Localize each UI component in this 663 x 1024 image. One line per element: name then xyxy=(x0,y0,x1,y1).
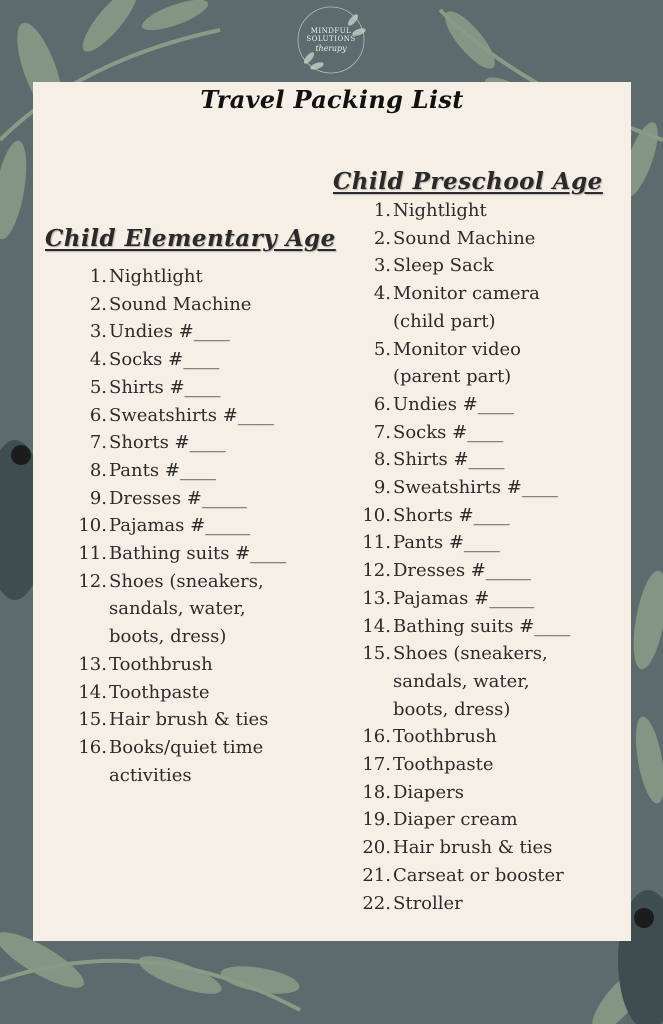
list-item-number xyxy=(71,762,107,790)
list-item-label: Pants #____ xyxy=(109,459,216,481)
list-item-label: Shoes (sneakers, xyxy=(393,643,548,665)
list-item-label: Sound Machine xyxy=(109,293,252,315)
packing-list-card xyxy=(33,82,631,941)
list-item-number: 4. xyxy=(89,349,107,371)
list-item-label: sandals, water, xyxy=(109,598,246,620)
list-item xyxy=(351,834,623,862)
list-item-number: 15. xyxy=(362,643,391,665)
list-item-number: 13. xyxy=(78,653,107,675)
list-item xyxy=(71,291,331,319)
list-item-number: 10. xyxy=(362,504,391,526)
list-item-number: 14. xyxy=(78,681,107,703)
list-item-number xyxy=(71,595,107,623)
list-item-number: 9. xyxy=(89,487,107,509)
elementary-heading: Child Elementary Age xyxy=(45,225,336,252)
page-title: Travel Packing List xyxy=(200,85,464,114)
list-item-number: 22. xyxy=(362,892,391,914)
list-item-number xyxy=(351,696,391,724)
list-item-label: boots, dress) xyxy=(109,626,227,648)
list-item-number: 20. xyxy=(362,837,391,859)
preschool-heading: Child Preschool Age xyxy=(333,168,603,195)
list-item-number: 12. xyxy=(362,560,391,582)
list-item-label: Dresses #_____ xyxy=(393,560,531,582)
list-item-label: Toothpaste xyxy=(393,754,494,776)
list-item-label: Pants #____ xyxy=(393,532,500,554)
list-item-number: 5. xyxy=(89,376,107,398)
list-item xyxy=(71,679,331,707)
list-item xyxy=(351,696,623,724)
list-item xyxy=(71,485,331,513)
list-item-label: Socks #____ xyxy=(393,421,504,443)
list-item xyxy=(71,762,331,790)
list-item-label: Dresses #_____ xyxy=(109,487,247,509)
list-item-number: 7. xyxy=(89,432,107,454)
list-item-number: 19. xyxy=(362,809,391,831)
list-item xyxy=(351,336,623,364)
list-item-number: 6. xyxy=(373,393,391,415)
list-item xyxy=(351,585,623,613)
list-item xyxy=(351,252,623,280)
list-item-label: Hair brush & ties xyxy=(109,709,269,731)
list-item-label: Nightlight xyxy=(109,266,203,287)
list-item xyxy=(351,613,623,641)
list-item-number: 6. xyxy=(89,404,107,426)
list-item-label: Stroller xyxy=(393,892,463,914)
list-item-label: activities xyxy=(109,764,192,786)
list-item-label: Diapers xyxy=(393,781,464,803)
list-item-label: Pajamas #_____ xyxy=(393,587,535,609)
list-item-label: Sweatshirts #____ xyxy=(109,404,274,426)
list-item-number: 9. xyxy=(373,477,391,499)
logo-line1: MINDFUL xyxy=(310,27,352,35)
brand-logo xyxy=(293,2,369,78)
list-item-label: Sound Machine xyxy=(393,227,536,249)
list-item-label: Hair brush & ties xyxy=(393,837,553,859)
list-item-label: Sweatshirts #____ xyxy=(393,477,558,499)
list-item xyxy=(351,890,623,918)
list-item xyxy=(351,391,623,419)
logo-line2: SOLUTIONS xyxy=(306,35,356,43)
list-item-number: 16. xyxy=(78,736,107,758)
list-item xyxy=(351,557,623,585)
list-item-number: 3. xyxy=(373,255,391,277)
list-item-label: Shirts #____ xyxy=(393,449,505,471)
list-item-label: (child part) xyxy=(393,310,496,332)
list-item xyxy=(351,419,623,447)
list-item-label: Toothbrush xyxy=(109,653,213,675)
list-item-label: Bathing suits #____ xyxy=(109,543,287,565)
list-item xyxy=(351,502,623,530)
list-item xyxy=(71,402,331,430)
list-item xyxy=(71,318,331,346)
list-item xyxy=(351,640,623,668)
list-item-number: 8. xyxy=(373,449,391,471)
list-item-number: 10. xyxy=(78,515,107,537)
list-item-label: (parent part) xyxy=(393,366,512,388)
list-item xyxy=(71,540,331,568)
list-item-label: Bathing suits #____ xyxy=(393,615,571,637)
list-item xyxy=(71,595,331,623)
list-item xyxy=(351,779,623,807)
list-item-label: Shorts #____ xyxy=(393,504,510,526)
list-item-label: Pajamas #_____ xyxy=(109,515,251,537)
list-item-number: 1. xyxy=(373,200,391,221)
list-item-number: 2. xyxy=(89,293,107,315)
list-item-number: 7. xyxy=(373,421,391,443)
list-item xyxy=(351,862,623,890)
logo-line3: therapy xyxy=(315,44,347,53)
list-item xyxy=(351,806,623,834)
list-item xyxy=(71,651,331,679)
list-item xyxy=(71,512,331,540)
list-item-number: 11. xyxy=(362,532,391,554)
list-item-number: 4. xyxy=(373,283,391,305)
list-item-label: Nightlight xyxy=(393,200,487,221)
list-item-label: Socks #____ xyxy=(109,349,220,371)
list-item-number: 17. xyxy=(362,754,391,776)
list-item-number: 5. xyxy=(373,338,391,360)
list-item-number xyxy=(351,308,391,336)
list-item xyxy=(351,723,623,751)
list-item-label: Books/quiet time xyxy=(109,736,264,758)
list-item-number: 12. xyxy=(78,570,107,592)
list-item-number: 1. xyxy=(89,266,107,287)
list-item-label: Shoes (sneakers, xyxy=(109,570,264,592)
list-item-number: 21. xyxy=(362,864,391,886)
list-item-number: 16. xyxy=(362,726,391,748)
list-item-label: Carseat or booster xyxy=(393,864,564,886)
list-item-label: Shorts #____ xyxy=(109,432,226,454)
list-item xyxy=(351,280,623,308)
list-item xyxy=(351,225,623,253)
list-item-number: 11. xyxy=(78,543,107,565)
list-item xyxy=(71,706,331,734)
list-item xyxy=(71,623,331,651)
list-item xyxy=(71,429,331,457)
preschool-list xyxy=(351,197,623,917)
list-item xyxy=(351,751,623,779)
list-item-label: Undies #____ xyxy=(109,321,230,343)
list-item-label: Toothpaste xyxy=(109,681,210,703)
list-item-number xyxy=(71,623,107,651)
list-item-number: 18. xyxy=(362,781,391,803)
list-item xyxy=(351,363,623,391)
list-item xyxy=(71,374,331,402)
list-item-label: boots, dress) xyxy=(393,698,511,720)
list-item xyxy=(351,474,623,502)
list-item-label: sandals, water, xyxy=(393,670,530,692)
list-item xyxy=(71,457,331,485)
list-item-number: 2. xyxy=(373,227,391,249)
list-item xyxy=(71,346,331,374)
list-item-label: Monitor camera xyxy=(393,283,540,305)
list-item xyxy=(71,734,331,762)
list-item xyxy=(351,197,623,225)
list-item-label: Sleep Sack xyxy=(393,255,494,277)
list-item-number: 3. xyxy=(89,321,107,343)
list-item-label: Diaper cream xyxy=(393,809,518,831)
list-item-label: Toothbrush xyxy=(393,726,497,748)
list-item-number: 15. xyxy=(78,709,107,731)
list-item-label: Monitor video xyxy=(393,338,521,360)
list-item xyxy=(351,668,623,696)
list-item-number: 13. xyxy=(362,587,391,609)
list-item-number: 14. xyxy=(362,615,391,637)
list-item-label: Shirts #____ xyxy=(109,376,221,398)
list-item xyxy=(351,529,623,557)
list-item xyxy=(71,263,331,291)
list-item xyxy=(351,308,623,336)
list-item-label: Undies #____ xyxy=(393,393,514,415)
list-item xyxy=(71,568,331,596)
list-item xyxy=(351,446,623,474)
list-item-number xyxy=(351,363,391,391)
list-item-number: 8. xyxy=(89,459,107,481)
elementary-list xyxy=(71,263,331,789)
list-item-number xyxy=(351,668,391,696)
